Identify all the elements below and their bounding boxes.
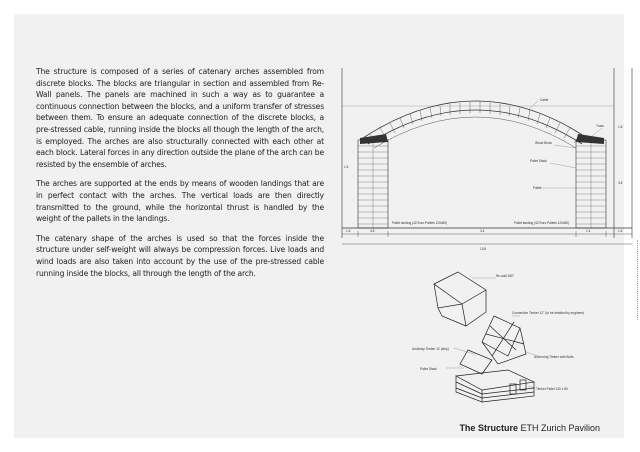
figure-caption xyxy=(459,423,600,433)
arch-elevation-drawing xyxy=(340,68,640,258)
body-text xyxy=(36,66,324,287)
caption-bold: The Structure xyxy=(459,423,518,433)
detail-label-diag: Connection Timber 12° (to be detailed by engineer) xyxy=(512,311,585,315)
paragraph-1: The structure is composed of a series of catenary arches assembled from discrete blocks. The blocks are triangular in section and assembled from Re-Wall panels. The panels are machined in such a way as to guarantee a continuous connection between the blocks, and a uniform transfer of stresses between them. To ensure an adequate connection of the discrete blocks, a pre-stressed cable, running inside the blocks all though the length of the arch, is employed. The arches are also structurally connected with each other at each block. Lateral forces in any direction outside the plane of the arch can be resisted by the ensemble of arches. xyxy=(36,67,324,169)
detail-label-right-mid: Anchoring Timber with Bolts xyxy=(534,355,574,359)
document-page xyxy=(14,14,624,438)
dim-2: 4.8 xyxy=(370,229,375,233)
page-edge-marker xyxy=(636,240,638,320)
label-right-landing: Pallet landing (42 Euro Pallets 120x80) xyxy=(514,221,570,225)
block-detail-drawing xyxy=(412,264,585,404)
detail-label-right-low: Timber Pallet 120 x 80 xyxy=(536,387,568,391)
height-2: 3.6 xyxy=(618,181,623,185)
height-1: 1.5 xyxy=(344,165,349,169)
label-pallet-stack: Pallet Stack xyxy=(530,159,547,163)
paragraph-3: The catenary shape of the arches is used so that the forces inside the structure under self-weight will always be compression forces. Live loads and wind loads are also taken into account by the use of the pre-stressed cable running inside the blocks, all through the length of the arch. xyxy=(36,233,324,278)
label-pallet: Pallet xyxy=(533,186,541,190)
detail-label-left-mid: Underlay Timber 12 (strip) xyxy=(412,347,449,351)
dim-5: 1.6 xyxy=(618,229,623,233)
label-wood-block: Wood Block xyxy=(535,141,552,145)
dim-1: 1.6 xyxy=(346,229,351,233)
height-3: 1.8 xyxy=(618,125,623,129)
label-truss: Truss xyxy=(596,124,604,128)
detail-label-top: Re-wall 180° xyxy=(496,274,515,278)
dim-total: 13.8 xyxy=(480,247,487,251)
caption-rest: ETH Zurich Pavilion xyxy=(520,423,600,433)
detail-label-left-low: Pallet Stack xyxy=(420,367,437,371)
label-cable: Cable xyxy=(540,98,549,102)
dim-4: 1.4 xyxy=(586,229,591,233)
label-left-landing: Pallet landing (42 Euro Pallets 120x80) xyxy=(392,221,448,225)
dim-3: 3.4 xyxy=(480,229,485,233)
paragraph-2: The arches are supported at the ends by means of wooden landings that are in perfect contact with the arches. The vertical loads are then directly transmitted to the ground, while the horizontal thrust is handled by the weight of the pallets in the landings. xyxy=(36,179,324,224)
